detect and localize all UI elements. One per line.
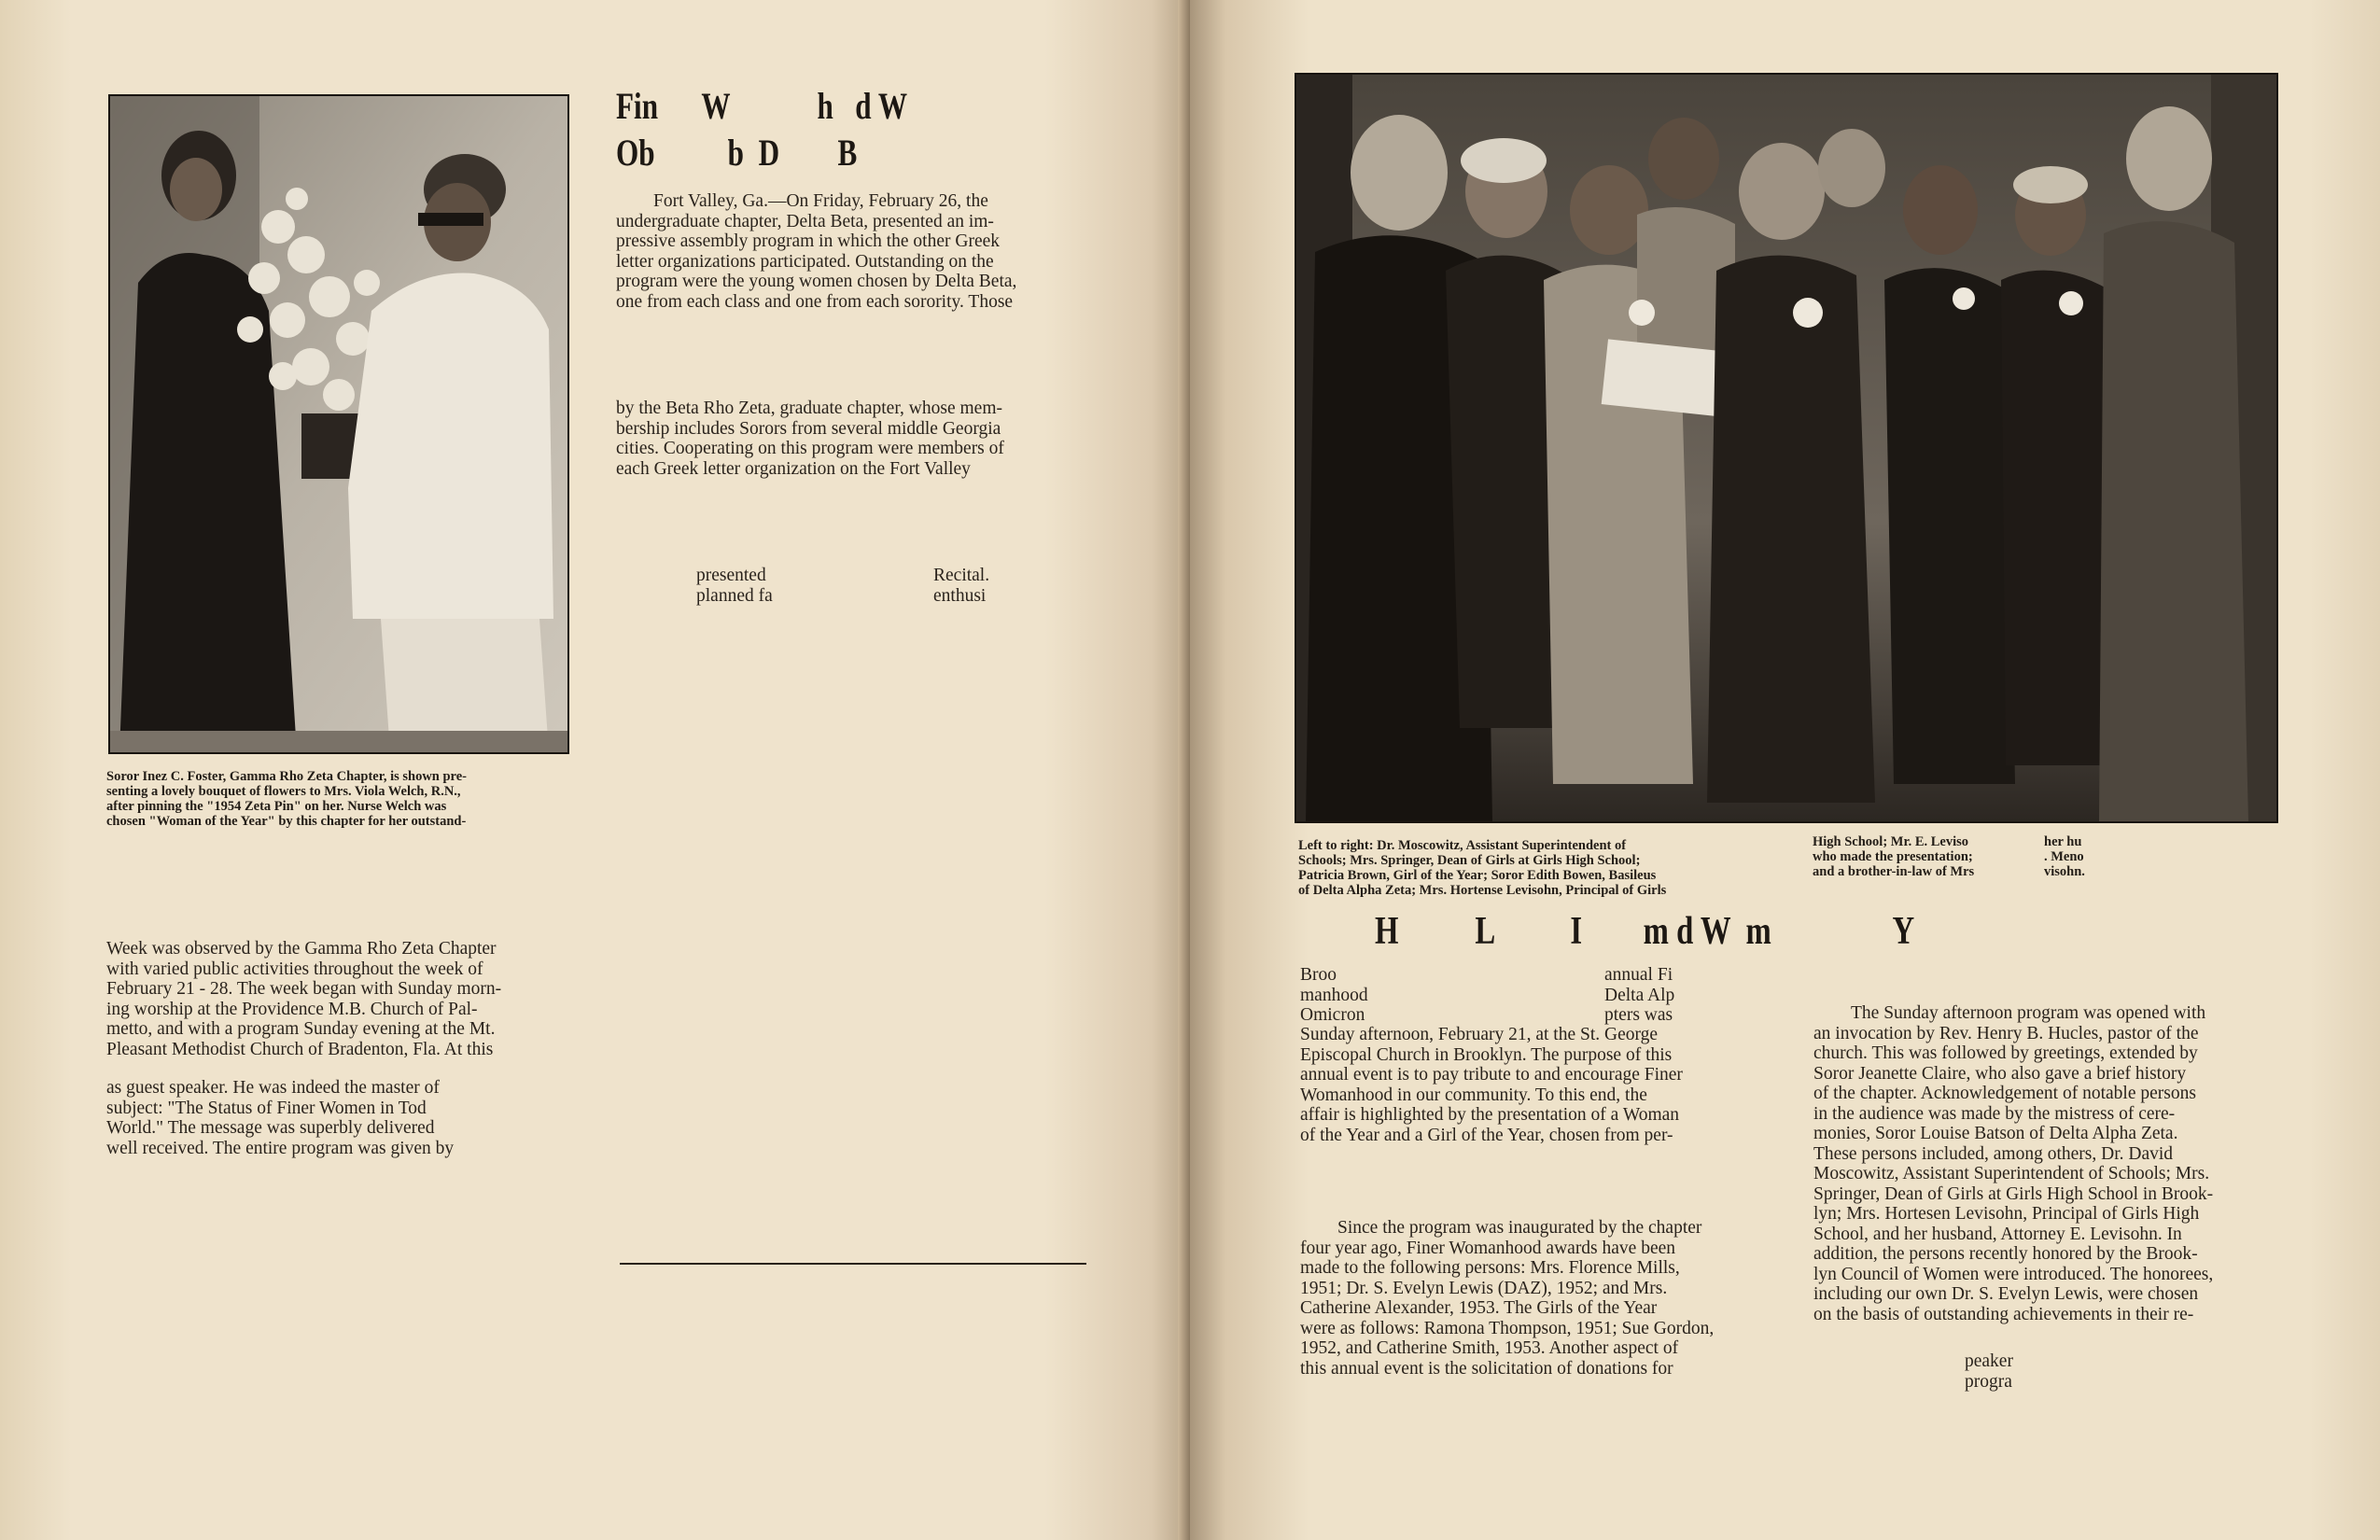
delta-beta-headline-line2: Ob b D B xyxy=(616,132,858,174)
left-photo xyxy=(110,96,567,752)
right-photo-caption-col2: High School; Mr. E. Leviso who made the presentation; and a brother-in-law of Mrs xyxy=(1813,834,1975,879)
right-photo-caption-col3: her hu . Meno visohn. xyxy=(2044,834,2085,879)
delta-beta-story-p2: by the Beta Rho Zeta, graduate chapter, whose mem- bership includes Sorors from several middle Georgia cities. Cooperating on this program were members of each Greek letter organization on the Fort Valley xyxy=(616,399,1004,479)
gamma-rho-zeta-story-body: Week was observed by the Gamma Rho Zeta Chapter with varied public activities throughout the week of February 21 - 28. The week began with Sunday morn- ing worship at the Providence M.B. Church of Pal- metto, and with a program Sunday evening at the Mt. Pleasant Methodist Church of Bradenton, Fla. At this xyxy=(106,939,502,1059)
brooklyn-story-headline: H L I m d W m Y xyxy=(1375,910,1915,953)
delta-beta-fragment-a: presented planned fa xyxy=(696,566,773,606)
left-page xyxy=(0,0,1187,1540)
column-end-rule xyxy=(620,1263,1086,1265)
gamma-rho-zeta-story-continued: as guest speaker. He was indeed the master of subject: "The Status of Finer Women in Tod World." The message was superbly delivered well received. The entire program was given by xyxy=(106,1078,455,1158)
right-page xyxy=(1190,0,2380,1540)
brooklyn-fragment-c: peaker progra xyxy=(1965,1351,2013,1392)
award-group-photo xyxy=(1296,75,2276,821)
delta-beta-story-p1: Fort Valley, Ga.—On Friday, February 26, the undergraduate chapter, Delta Beta, presented an im- pressive assembly program in which the other Greek letter organizations participated. Outstanding on the program were the young women chosen by Delta Beta, one from each class and one from each sorority. Those xyxy=(616,191,1017,312)
right-photo-caption-col1: Left to right: Dr. Moscowitz, Assistant Superintendent of Schools; Mrs. Springer, Dean of Girls at Girls High School; Patricia Brown, Girl of the Year; Soror Edith Bowen, Basileus of Delta Alpha Zeta; Mrs. Hortense Levisohn, Principal of Girls xyxy=(1298,838,1667,898)
delta-beta-fragment-b: Recital. enthusi xyxy=(933,566,990,606)
brooklyn-fragment-a: Broo manhood Omicron xyxy=(1300,965,1368,1025)
delta-beta-headline-line1: Fin W h d W xyxy=(616,85,908,127)
brooklyn-col1-p1: Sunday afternoon, February 21, at the St. George Episcopal Church in Brooklyn. The purpose of this annual event is to pay tribute to and encourage Finer Womanhood in our community. To this end, the affair is highlighted by the presentation of a Woman of the Year and a Girl of the Year, chosen from per- xyxy=(1300,1025,1683,1145)
right-photo xyxy=(1296,75,2276,821)
brooklyn-col2-p1: The Sunday afternoon program was opened with an invocation by Rev. Henry B. Hucles, pastor of the church. This was followed by greetings, extended by Soror Jeanette Claire, who also gave a brief history of the chapter. Acknowledgement of notable persons in the audience was made by the mistress of cere- monies, Soror Louise Batson of Delta Alpha Zeta. These persons included, among others, Dr. David Moscowitz, Assistant Superintendent of Schools; Mrs. Springer, Dean of Girls at Girls High School in Brook- lyn; Mrs. Hortesen Levisohn, Principal of Girls High School, and her husband, Attorney E. Levisohn. In addition, the persons recently honored by the Brook- lyn Council of Women were introduced. The honorees, including our own Dr. S. Evelyn Lewis, were chosen on the basis of outstanding achievements in their re- xyxy=(1813,1003,2214,1324)
bouquet-presentation-photo xyxy=(110,96,567,752)
left-photo-caption: Soror Inez C. Foster, Gamma Rho Zeta Chapter, is shown pre- senting a lovely bouquet of flowers to Mrs. Viola Welch, R.N., after pinning the "1954 Zeta Pin" on her. Nurse Welch was chosen "Woman of the Year" by this chapter for her outstand- xyxy=(106,769,467,829)
brooklyn-col1-p2: Since the program was inaugurated by the chapter four year ago, Finer Womanhood awards have been made to the following persons: Mrs. Florence Mills, 1951; Dr. S. Evelyn Lewis (DAZ), 1952; and Mrs. Catherine Alexander, 1953. The Girls of the Year were as follows: Ramona Thompson, 1951; Sue Gordon, 1952, and Catherine Smith, 1953. Another aspect of this annual event is the solicitation of donations for xyxy=(1300,1218,1715,1379)
brooklyn-fragment-b: annual Fi Delta Alp pters was xyxy=(1604,965,1675,1025)
